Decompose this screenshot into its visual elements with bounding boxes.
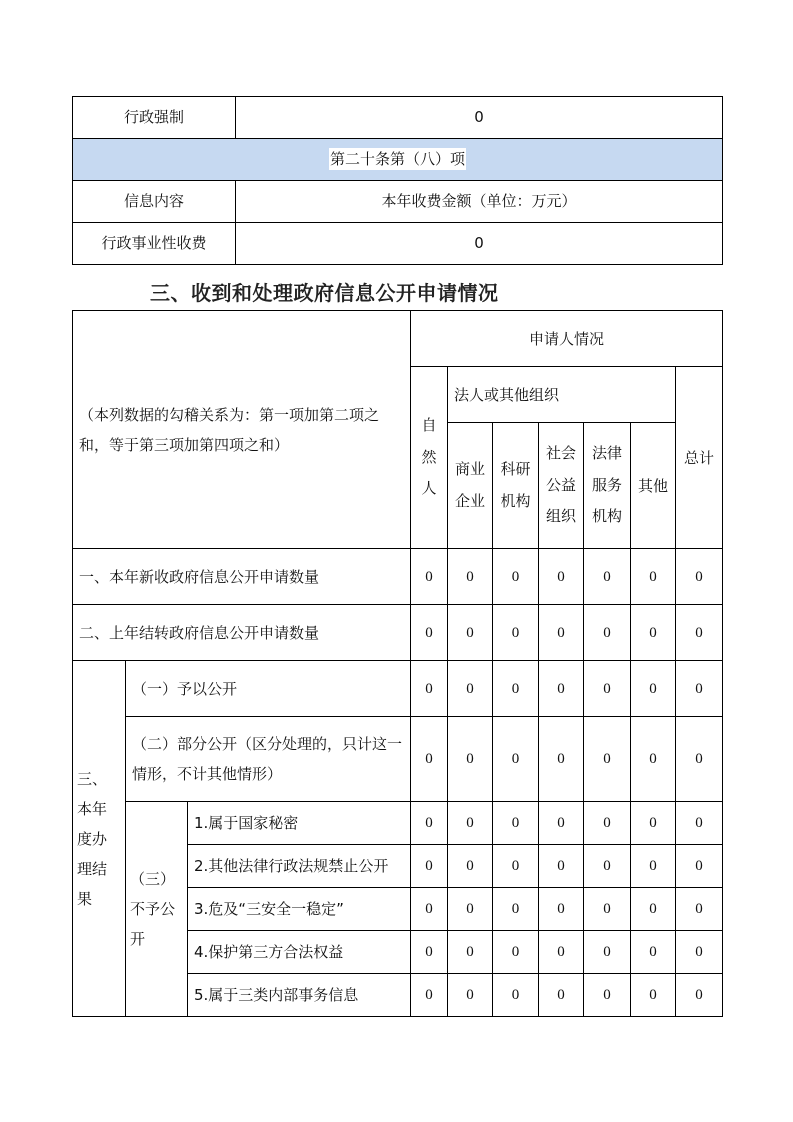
cell-value: 0 xyxy=(448,845,493,888)
cell-value: 0 xyxy=(631,888,676,931)
cell-value: 0 xyxy=(584,931,631,974)
cell-value: 0 xyxy=(539,661,584,717)
cell-value: 0 xyxy=(493,605,539,661)
cell-value: 0 xyxy=(676,605,723,661)
cell-value: 0 xyxy=(676,717,723,802)
row-label: 4.保护第三方合法权益 xyxy=(188,931,411,974)
cell-value: 0 xyxy=(584,845,631,888)
cell-value: 0 xyxy=(584,974,631,1017)
cell-value: 0 xyxy=(448,717,493,802)
cell-value: 0 xyxy=(411,888,448,931)
cell-value: 0 xyxy=(448,605,493,661)
row-label: 3.危及“三安全一稳定” xyxy=(188,888,411,931)
cell-value: 0 xyxy=(411,549,448,605)
cell-value: 0 xyxy=(584,661,631,717)
cell-value: 0 xyxy=(411,845,448,888)
cell-value: 0 xyxy=(584,717,631,802)
cell-value: 0 xyxy=(448,549,493,605)
legal-group-header: 法人或其他组织 xyxy=(448,367,676,423)
cell-value: 0 xyxy=(448,974,493,1017)
row-label: 2.其他法律行政法规禁止公开 xyxy=(188,845,411,888)
cell-value: 0 xyxy=(631,717,676,802)
row-label: 5.属于三类内部事务信息 xyxy=(188,974,411,1017)
cell-value: 0 xyxy=(493,845,539,888)
commercial-header: 商业企业 xyxy=(448,423,493,549)
cell-value: 0 xyxy=(676,845,723,888)
cell-value: 0 xyxy=(448,888,493,931)
cell-value: 0 xyxy=(448,802,493,845)
cell-value: 0 xyxy=(584,888,631,931)
cell-value: 0 xyxy=(539,802,584,845)
cell-value: 0 xyxy=(584,802,631,845)
cell-value: 0 xyxy=(493,717,539,802)
section-title: 第二十条第（八）项 xyxy=(73,139,723,181)
cell-value: 0 xyxy=(493,661,539,717)
cell-value: 0 xyxy=(411,717,448,802)
row-label: （一）予以公开 xyxy=(126,661,411,717)
cell-value: 0 xyxy=(676,661,723,717)
cell-value: 0 xyxy=(493,931,539,974)
table-row xyxy=(73,661,723,717)
cell-value: 0 xyxy=(448,931,493,974)
table-row xyxy=(73,802,723,845)
research-header: 科研机构 xyxy=(493,423,539,549)
nondisclose-label: （三）不予公开 xyxy=(126,802,188,1017)
header-label: 信息内容 xyxy=(73,181,236,223)
cell-value: 0 xyxy=(539,931,584,974)
cell-value: 0 xyxy=(539,605,584,661)
cell-value: 0 xyxy=(584,605,631,661)
cell-value: 0 xyxy=(493,888,539,931)
cell-value: 0 xyxy=(539,845,584,888)
cell-value: 0 xyxy=(539,974,584,1017)
cell-value: 0 xyxy=(631,605,676,661)
application-table xyxy=(72,310,723,1017)
table-row xyxy=(73,97,723,139)
row-label: 行政强制 xyxy=(73,97,236,139)
fee-label: 行政事业性收费 xyxy=(73,223,236,265)
legal-service-header: 法律服务机构 xyxy=(584,423,631,549)
cell-value: 0 xyxy=(411,605,448,661)
row-label: 二、上年结转政府信息公开申请数量 xyxy=(73,605,411,661)
cell-value: 0 xyxy=(631,974,676,1017)
header-value: 本年收费金额（单位：万元） xyxy=(236,181,723,223)
cell-value: 0 xyxy=(676,802,723,845)
applicant-header: 申请人情况 xyxy=(411,311,723,367)
cell-value: 0 xyxy=(411,661,448,717)
other-header: 其他 xyxy=(631,423,676,549)
cell-value: 0 xyxy=(631,549,676,605)
cell-value: 0 xyxy=(493,974,539,1017)
table-row xyxy=(73,549,723,605)
table-row xyxy=(73,181,723,223)
cell-value: 0 xyxy=(493,549,539,605)
cell-value: 0 xyxy=(631,661,676,717)
cell-value: 0 xyxy=(539,888,584,931)
result-label: 三、本年度办理结果 xyxy=(73,661,126,1017)
cell-value: 0 xyxy=(448,661,493,717)
table-row xyxy=(73,311,723,367)
table-row xyxy=(73,605,723,661)
table-row xyxy=(73,717,723,802)
fee-value: 0 xyxy=(236,223,723,265)
row-value: 0 xyxy=(236,97,723,139)
total-header: 总计 xyxy=(676,367,723,549)
cell-value: 0 xyxy=(584,549,631,605)
section-heading: 三、收到和处理政府信息公开申请情况 xyxy=(150,281,499,305)
row-label: 1.属于国家秘密 xyxy=(188,802,411,845)
cell-value: 0 xyxy=(676,974,723,1017)
cell-value: 0 xyxy=(676,549,723,605)
cell-value: 0 xyxy=(676,931,723,974)
row-label: （二）部分公开（区分处理的，只计这一情形，不计其他情形） xyxy=(126,717,411,802)
table-row xyxy=(73,223,723,265)
cell-value: 0 xyxy=(631,802,676,845)
top-table xyxy=(72,96,723,265)
cell-value: 0 xyxy=(411,802,448,845)
cell-value: 0 xyxy=(676,888,723,931)
public-welfare-header: 社会公益组织 xyxy=(539,423,584,549)
note-cell: （本列数据的勾稽关系为：第一项加第二项之和，等于第三项加第四项之和） xyxy=(73,311,411,549)
cell-value: 0 xyxy=(539,717,584,802)
cell-value: 0 xyxy=(411,931,448,974)
row-label: 一、本年新收政府信息公开申请数量 xyxy=(73,549,411,605)
natural-person-header: 自然人 xyxy=(411,367,448,549)
cell-value: 0 xyxy=(539,549,584,605)
cell-value: 0 xyxy=(411,974,448,1017)
cell-value: 0 xyxy=(631,931,676,974)
cell-value: 0 xyxy=(631,845,676,888)
section-row xyxy=(73,139,723,181)
cell-value: 0 xyxy=(493,802,539,845)
